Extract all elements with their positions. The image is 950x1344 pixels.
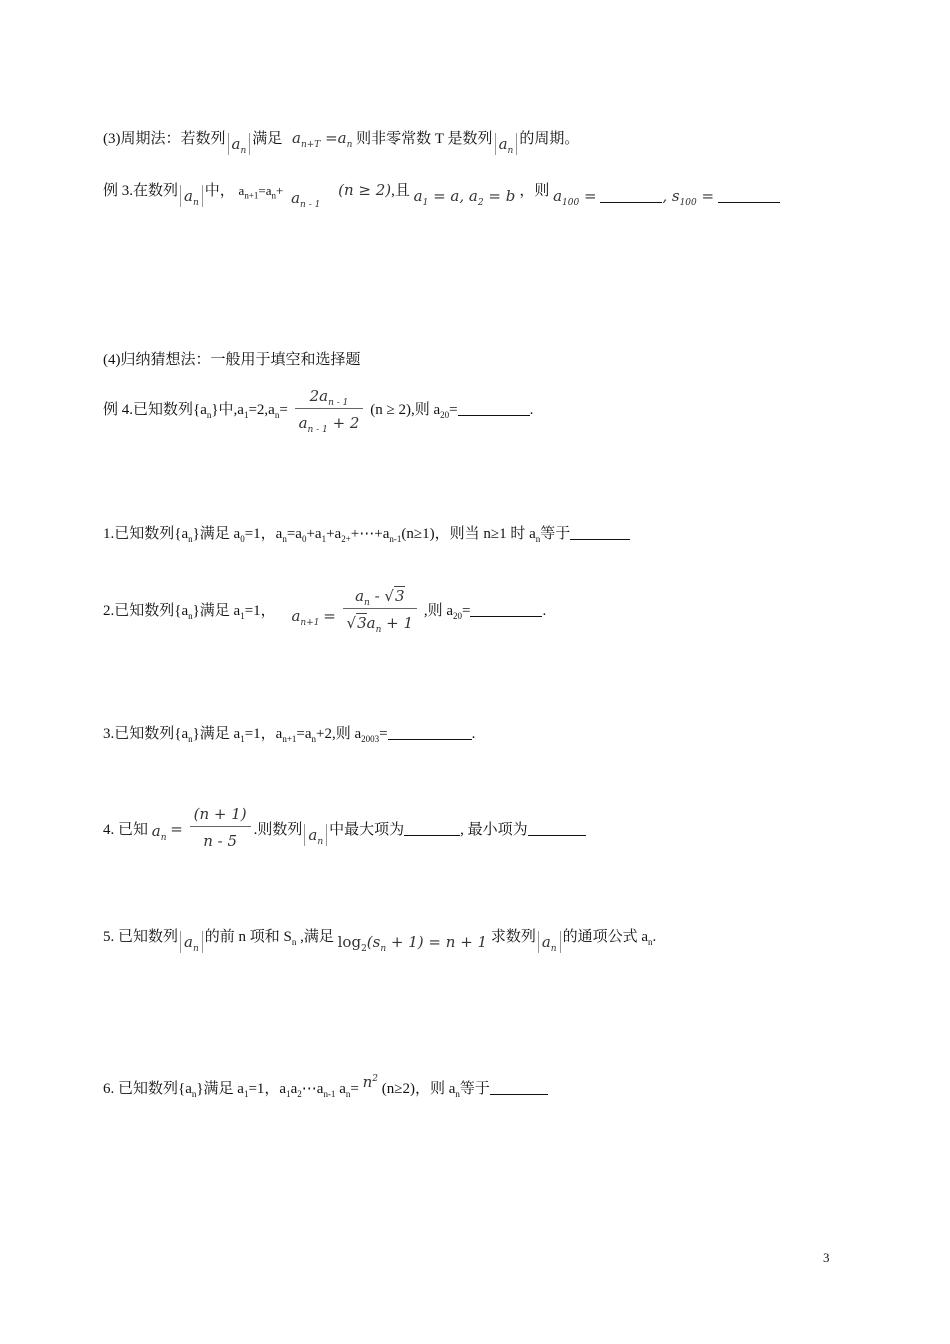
q6-power: $n^2$ [362, 1073, 378, 1091]
seq-brace: $a_n$ [304, 824, 327, 846]
seq-brace: $a_n$ [538, 931, 561, 953]
question-6: 6. 已知数列$\{a_n\}$满足 $a_1=1$，$a_1a_2\cdots a_{n-1}$ $a_n= n^2$ (n≥2)，则 $a_n$等于 [103, 1078, 548, 1099]
q4-fraction: $\frac{(n + 1)}{n - 5}$ [190, 804, 251, 851]
answer-blank[interactable] [388, 725, 472, 740]
answer-blank[interactable] [490, 1080, 548, 1095]
question-1: 1.已知数列$\{a_n\}$满足 $a_0=1$，$a_n=a_0+a_1+a_{2+}+\cdots+a_{n-1}(n\ge 1)$，则当 n≥1 时 $a_n$等于 [103, 524, 630, 544]
ask-s100: , $s_{100}$ = [662, 187, 715, 208]
question-4: 4. 已知 $a_n$ = $\frac{(n + 1)}{n - 5}$ .则数列 $a_n$中最大项为 , 最小项为 [103, 810, 586, 851]
answer-blank[interactable] [470, 602, 542, 617]
example3-line: 例 3.在数列 $a_n$中， $a_{n+1}=a_n+ a_{n - 1}$ (n ≥ 2),且 $a_1 = a$, $a_2 = b$ ，则 $a_{100}$ = , $s_{100}$ = [103, 180, 780, 207]
answer-blank-min[interactable] [528, 821, 586, 836]
seq-brace: $a_n$ [495, 133, 518, 155]
ask-a100: $a_{100}$ = [553, 187, 597, 208]
recurrence-term: $a_{n - 1}$ [291, 189, 321, 210]
seq-brace: $a_n$ [180, 185, 203, 207]
section3-prefix: (3)周期法：若数列 [103, 131, 226, 147]
answer-blank-a100[interactable] [600, 188, 662, 203]
initial-values: $a_1 = a$, $a_2 = b$ [413, 187, 516, 208]
answer-blank-max[interactable] [404, 821, 460, 836]
question-2: 2.已知数列$\{a_n\}$满足 $a_1=1$， $a_{n+1}$ = $\frac{a_n - √3}{√3a_n + 1}$ ,则 $a_{20}=$ . [103, 587, 547, 635]
seq-brace: $a_n$ [180, 931, 203, 953]
period-condition: $a_{n+T} =a_n$ [292, 129, 353, 150]
q4-lhs: $a_n$ [151, 821, 167, 843]
q5-log-equation: $\log_2(s_n + 1) = n + 1$ [337, 933, 488, 954]
question-5: 5. 已知数列 $a_n$的前 n 项和 $S_n$ ,满足 $\log_2(s_n + 1) = n + 1$ 求数列 $a_n$的通项公式 $a_n$. [103, 929, 657, 954]
seq-brace: $a_n$ [228, 133, 251, 155]
example4-line: 例 4.已知数列$\{a_n\}$中$,a_1=2,a_n=$ $\frac{2a_{n - 1}}{a_{n - 1} + 2}$ (n ≥ 2),则 $a_{20}=$ . [103, 387, 534, 435]
question-3: 3.已知数列$\{a_n\}$满足 $a_1=1$，$a_{n+1}=a_n+2$,则 $a_{2003}=$ . [103, 726, 476, 744]
recurrence: $a_{n+1}=a_n+$ [238, 183, 284, 201]
section4-heading: (4)归纳猜想法：一般用于填空和选择题 [103, 352, 361, 368]
page-number: 3 [823, 1250, 830, 1265]
condition: (n ≥ 2) [338, 181, 392, 199]
q2-lhs: $a_{n+1}$ [291, 606, 320, 628]
answer-blank[interactable] [570, 525, 630, 540]
q2-fraction: $\frac{a_n - √3}{√3a_n + 1}$ [343, 586, 418, 633]
example4-fraction: $\frac{2a_{n - 1}}{a_{n - 1} + 2}$ [295, 386, 364, 433]
answer-blank-s100[interactable] [718, 188, 780, 203]
answer-blank[interactable] [458, 401, 530, 416]
condition: (n ≥ 2) [370, 401, 411, 418]
section3-line: (3)周期法：若数列 $a_n$满足 $a_{n+T} =a_n$ 则非零常数 T 是数列 $a_n$的周期。 [103, 129, 580, 156]
